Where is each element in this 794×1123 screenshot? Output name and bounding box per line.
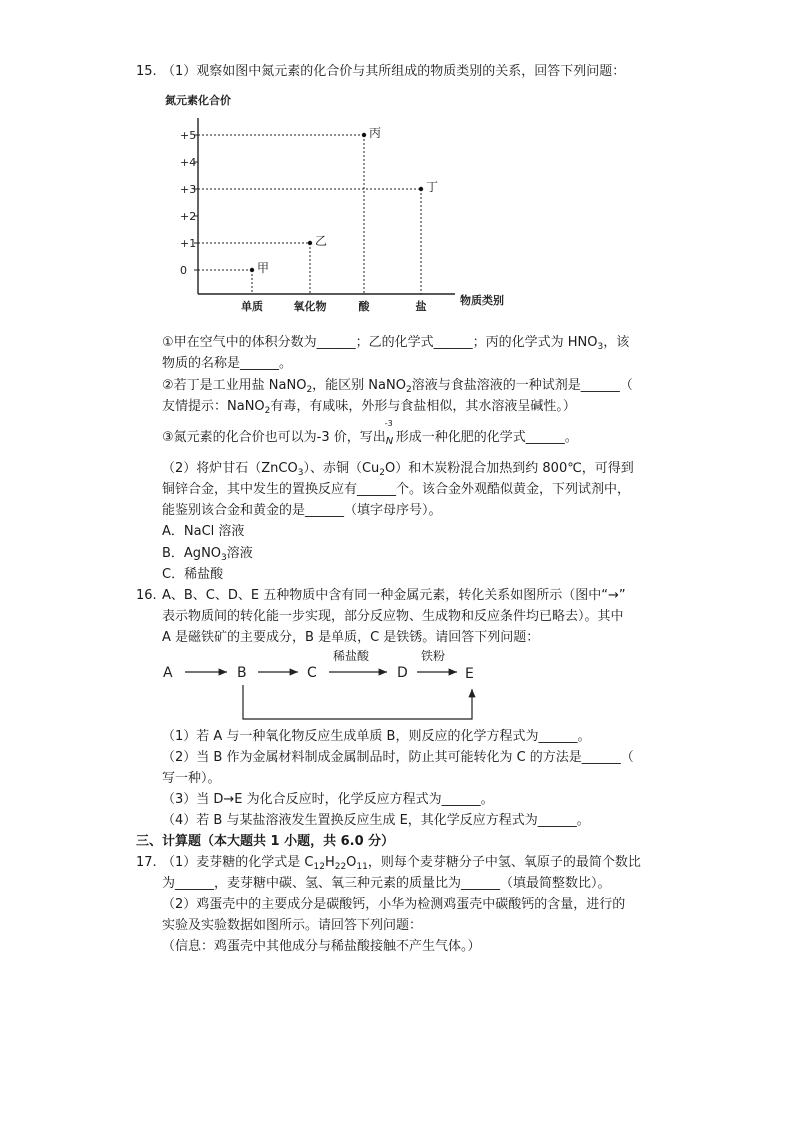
question-number-15: 15.	[136, 64, 157, 79]
chart-x-axis-label: 物质类别	[460, 294, 504, 307]
question-number-16: 16.	[136, 588, 157, 603]
q15-intro: （1）观察如图中氮元素的化合价与其所组成的物质类别的关系，回答下列问题：	[162, 64, 626, 79]
question-number-17: 17.	[136, 855, 157, 870]
arrow-b-e	[243, 685, 472, 719]
q17-line1: （1）麦芽糖的化学式是 $C_{12}H_{22}O_{11}$，则每个麦芽糖分子中氢、氧原子的最简个数比	[162, 855, 641, 872]
q17-line4: 实验及实验数据如图所示。请回答下列问题：	[162, 918, 423, 933]
q16-s2-line2: 写一种）。	[162, 771, 221, 786]
node-a: A	[163, 665, 173, 681]
nitrogen-valence-chart	[160, 88, 530, 318]
x-category-label: 酸	[358, 300, 370, 313]
q16-line1: A、B、C、D、E 五种物质中含有同一种金属元素，转化关系如图所示（图中“→”	[162, 588, 626, 603]
q15-part1-line2: 物质的名称是______。	[162, 356, 293, 371]
q17-line5: （信息：鸡蛋壳中其他成分与稀盐酸接触不产生气体。）	[162, 939, 481, 954]
q16-line3: A 是磁铁矿的主要成分，B 是单质，C 是铁锈。请回答下列问题：	[162, 630, 540, 645]
data-point	[250, 268, 254, 272]
node-c: C	[307, 665, 317, 681]
q16-s3: （3）当 D→E 为化合反应时，化学反应方程式为______。	[162, 792, 494, 807]
x-category-label: 盐	[415, 300, 427, 313]
q15-part1-line1: ①甲在空气中的体积分数为______；乙的化学式______；丙的化学式为 $HNO_3$，该	[162, 335, 630, 352]
q15-option-b: B．AgNO$_3$溶液	[162, 546, 253, 563]
node-d: D	[397, 665, 408, 681]
x-category-label: 单质	[241, 300, 263, 313]
q15-part2-line1: ②若丁是工业用盐 NaNO$_2$，能区别 NaNO$_2$溶液与食盐溶液的一种试剂是______（	[162, 378, 633, 395]
q15-part2-line2: 友情提示：NaNO$_2$有毒，有咸味，外形与食盐相似，其水溶液呈碱性。）	[162, 399, 576, 416]
q15-option-a: A．NaCl 溶液	[162, 524, 245, 539]
y-tick-label: +3	[180, 183, 197, 196]
q15-s2-line1: （2）将炉甘石（ZnCO$_3$）、赤铜$(Cu_2O)$和木炭粉混合加热到约 800℃，可得到	[162, 461, 634, 478]
node-b: B	[237, 665, 247, 681]
q17-line3: （2）鸡蛋壳中的主要成分是碳酸钙，小华为检测鸡蛋壳中碳酸钙的含量，进行的	[162, 897, 626, 912]
data-point	[419, 187, 423, 191]
q17-line2: 为______，麦芽糖中碳、氢、氧三种元素的质量比为______（填最简整数比）。	[162, 876, 611, 891]
data-point-label: 丁	[426, 180, 439, 194]
data-point-label: 甲	[257, 261, 270, 275]
data-point	[362, 133, 366, 137]
q16-s4: （4）若 B 与某盐溶液发生置换反应生成 E，其化学反应方程式为______。	[162, 813, 590, 828]
data-point-label: 丙	[369, 126, 382, 140]
data-point	[308, 241, 312, 245]
node-e: E	[465, 666, 474, 682]
q16-s2-line1: （2）当 B 作为金属材料制成金属制品时，防止其可能转化为 C 的方法是______（	[162, 750, 634, 765]
q15-option-c: C．稀盐酸	[162, 567, 224, 582]
q15-s2-line2: 铜锌合金，其中发生的置换反应有______个。该合金外观酷似黄金，下列试剂中，	[162, 482, 631, 497]
q16-line2: 表示物质间的转化能一步实现，部分反应物、生成物和反应条件均已略去）。其中	[162, 609, 624, 624]
y-tick-label: 0	[180, 264, 187, 277]
chart-y-axis-label: 氮元素化合价	[165, 94, 231, 107]
q15-s2-line3: 能鉴别该合金和黄金的是______（填字母序号）。	[162, 503, 442, 518]
y-tick-label: +5	[180, 129, 197, 142]
section-title-calculation: 三、计算题（本大题共 1 小题，共 6.0 分）	[136, 834, 395, 849]
q15-part3: ③氮元素的化合价也可以为-3 价，写出 -3 $_N$ 形成一种化肥的化学式______。	[162, 419, 578, 447]
y-tick-label: +1	[180, 237, 197, 250]
data-point-label: 乙	[315, 234, 328, 248]
conversion-diagram	[155, 645, 495, 725]
x-category-label: 氧化物	[293, 300, 327, 313]
q16-s1: （1）若 A 与一种氧化物反应生成单质 B，则反应的化学方程式为______。	[162, 729, 591, 744]
label-dilute-hcl: 稀盐酸	[333, 649, 370, 663]
y-tick-label: +4	[180, 156, 197, 169]
y-tick-label: +2	[180, 210, 197, 223]
n-with-valence: -3 $_N$	[384, 419, 394, 447]
label-iron-powder: 铁粉	[421, 649, 446, 663]
